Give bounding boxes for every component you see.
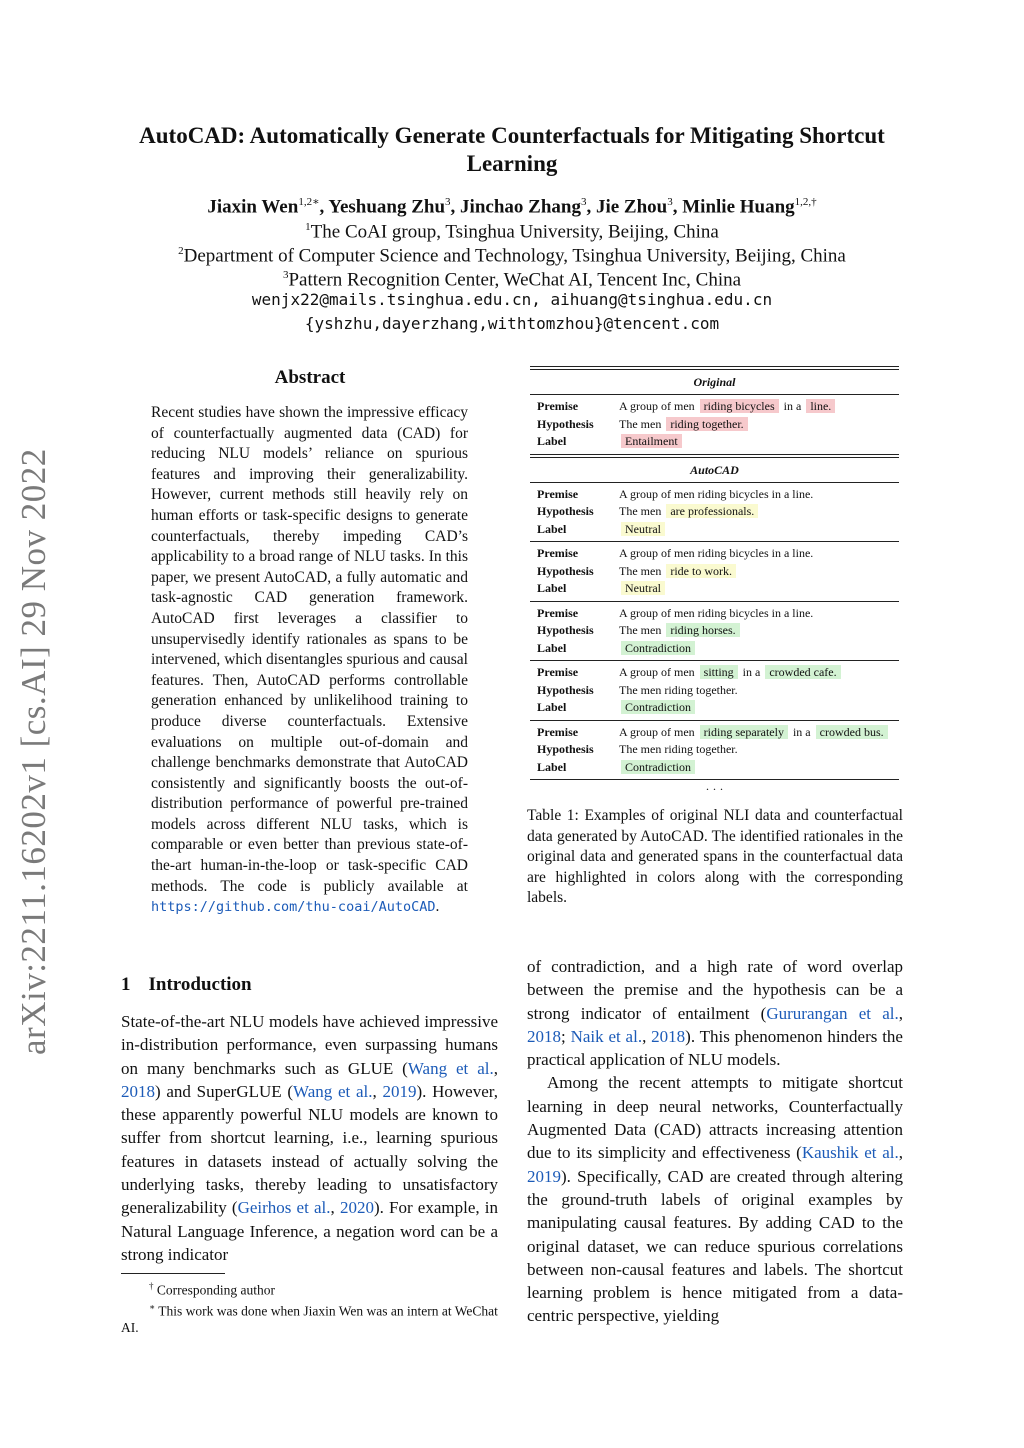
hypothesis-cell [619, 742, 899, 757]
author-name: Jiaxin Wen [207, 196, 299, 218]
row-label: Hypothesis [537, 682, 594, 697]
author-name: Jie Zhou [595, 196, 668, 218]
label-cell [619, 581, 899, 596]
example-group [530, 721, 899, 780]
highlighted-span: Contradiction [621, 641, 695, 655]
cell-text: The men [619, 623, 662, 638]
highlighted-span: riding together. [666, 417, 747, 431]
text-span: ) and SuperGLUE ( [155, 1081, 294, 1101]
author-name: Yeshuang Zhu [328, 196, 446, 218]
premise-cell [619, 665, 899, 680]
code-link[interactable]: https://github.com/thu-coai/AutoCAD [151, 899, 436, 916]
author-affiliation-mark: 1,2∗ [298, 196, 320, 208]
table-row [530, 398, 899, 416]
citation-link[interactable]: Kaushik et al. [801, 1143, 899, 1163]
table-ellipsis: · · · [705, 782, 724, 796]
citation-link[interactable]: 2019 [527, 1166, 561, 1186]
row-label: Hypothesis [537, 563, 594, 578]
cell-text: The men [619, 563, 662, 578]
cell-text: A group of men [619, 665, 695, 680]
highlighted-span: Entailment [621, 434, 682, 448]
footnote-2: ∗ This work was done when Jiaxin Wen was an intern at WeChat AI. [121, 1301, 498, 1335]
premise-cell [619, 546, 899, 561]
label-cell [619, 700, 899, 715]
highlighted-span: are professionals. [666, 504, 758, 518]
hypothesis-cell [619, 683, 899, 698]
cell-text: in a [783, 399, 802, 414]
row-label: Hypothesis [537, 416, 594, 431]
table-row [530, 741, 899, 759]
example-group [530, 602, 899, 661]
table-caption: Table 1: Examples of original NLI data and counterfactual data generated by AutoCAD. The identified rationales in the original data and generated spans in the counterfactual data are highlighted in colors along with the corresponding labels. [527, 807, 903, 907]
row-label: Hypothesis [537, 623, 594, 638]
examples-table [530, 366, 899, 803]
cell-text: A group of men riding bicycles in a line. [619, 486, 814, 501]
hypothesis-cell [619, 504, 899, 519]
paper-title: AutoCAD: Automatically Generate Counterfactuals for Mitigating Shortcut Learning [139, 123, 885, 176]
row-label: Premise [537, 665, 579, 680]
row-label: Hypothesis [537, 742, 594, 757]
citation-link[interactable]: 2018 [651, 1026, 686, 1046]
citation-link[interactable]: Gururangan et al. [766, 1003, 899, 1023]
hypothesis-cell [619, 623, 899, 638]
cell-text: The men [619, 416, 662, 431]
author-affiliation-mark: 3 [667, 196, 673, 208]
text-span: ). Specifically, CAD are created through altering the ground-truth labels of original examples by manipulating causal features. By adding CAD to the original dataset, we can reduce spurious correlations between non-causal features and labels. The shortcut learning problem is hence mitigated from a data-centric perspective, yielding [527, 1166, 903, 1326]
table-section-original: Original [693, 375, 736, 389]
citation-link[interactable]: Geirhos et al. [237, 1198, 331, 1218]
table-row [530, 759, 899, 777]
text-span: , [642, 1026, 652, 1046]
text-span: , [898, 1143, 903, 1163]
text-span: , [330, 1198, 340, 1218]
right-column-text [527, 955, 903, 1328]
text-span: State-of-the-art NLU models have achieved impressive in-distribution performance, even surpassing humans on many benchmarks such as GLUE ( [121, 1012, 498, 1078]
text-span: , [898, 1003, 903, 1023]
highlighted-span: Contradiction [621, 760, 695, 774]
example-group [530, 395, 899, 454]
cell-text: The men riding together. [619, 742, 738, 757]
author-list: Jiaxin Wen$^{1,2∗}$, Yeshuang Zhu$^3$, Jinchao Zhang$^3$, Jie Zhou$^3$, Minlie Huang$^{1,2,\dagger}$ [207, 196, 817, 218]
abstract-body: Recent studies have shown the impressive efficacy of counterfactually augmented data (CAD) for reducing NLU models’ reliance on spurious features and improving their generalizability. However, current methods still heavily rely on human efforts or task-specific designs to generate counterfactuals, thereby impeding CAD’s applicability to a broad range of NLU tasks. In this paper, we present AutoCAD, a fully automatic and task-agnostic CAD generation framework. AutoCAD first leverages a classifier to unsupervisedly identify rationales as spans to be intervened, which disentangles spurious and causal features. Then, AutoCAD performs controllable generation enhanced by unlikelihood training to produce diverse counterfactuals. Extensive evaluations on multiple out-of-domain and challenge benchmarks demonstrate that AutoCAD consistently and significantly boosts the out-of-distribution performance of powerful pre-trained models across different NLU tasks, which is comparable or even better than previous state-of-the-art human-in-the-loop or task-specific CAD methods. The code is publicly available at https://github.com/thu-coai/AutoCAD. [151, 404, 468, 916]
premise-cell [619, 725, 899, 740]
label-cell [619, 522, 899, 537]
email-line-2: {yshzhu,dayerzhang,withtomzhou}@tencent.com [304, 314, 720, 333]
row-label: Label [537, 759, 567, 774]
cell-text: A group of men riding bicycles in a line. [619, 605, 814, 620]
premise-cell [619, 606, 899, 621]
cell-text: A group of men [619, 724, 695, 739]
row-label: Label [537, 434, 567, 449]
highlighted-span: Neutral [621, 522, 665, 536]
table-row [530, 580, 899, 598]
text-span: ). For example, in Natural Language Inference, a negation word can be a strong indicator [121, 1198, 499, 1264]
example-group [530, 661, 899, 720]
citation-link[interactable]: Naik et al. [570, 1026, 643, 1046]
highlighted-span: sitting [700, 665, 738, 679]
highlighted-span: line. [806, 399, 835, 413]
author-name: Minlie Huang [682, 196, 795, 218]
footnotes [121, 1278, 498, 1336]
affiliation-1: $^1$The CoAI group, Tsinghua University, Beijing, China [305, 221, 719, 243]
paragraph [527, 955, 903, 1071]
cell-text: in a [742, 665, 761, 680]
text-span: of contradiction, and a high rate of word overlap between the premise and the hypothesis can be a strong indicator of entailment ( [527, 957, 903, 1023]
paragraph [527, 1071, 903, 1327]
highlighted-span: ride to work. [666, 564, 736, 578]
citation-link[interactable]: 2018 [527, 1026, 561, 1046]
highlighted-span: riding separately [700, 725, 788, 739]
affiliation-3: $^3$Pattern Recognition Center, WeChat AI, Tencent Inc, China [282, 269, 742, 291]
author-affiliation-mark: 3 [580, 196, 587, 208]
citation-link[interactable]: Wang et al. [293, 1081, 373, 1101]
intro-paragraph [121, 1010, 498, 1266]
citation-link[interactable]: 2019 [382, 1081, 417, 1101]
cell-text: A group of men [619, 399, 695, 414]
premise-cell [619, 487, 899, 502]
row-label: Premise [537, 399, 579, 414]
row-label: Premise [537, 486, 579, 501]
citation-link[interactable]: 2020 [339, 1198, 374, 1218]
footnote-rule [121, 1273, 225, 1274]
row-label: Label [537, 581, 567, 596]
footnote-1: † Corresponding author [149, 1281, 275, 1298]
table-row [530, 416, 899, 434]
highlighted-span: crowded cafe. [765, 665, 840, 679]
hypothesis-cell [619, 564, 899, 579]
example-group [530, 542, 899, 601]
text-span: ; [561, 1026, 571, 1046]
table-row [530, 521, 899, 539]
text-span: , [493, 1058, 498, 1078]
example-group [530, 483, 899, 542]
row-label: Label [537, 640, 567, 655]
label-cell [619, 760, 899, 775]
table-row [530, 640, 899, 658]
text-span: ). However, these apparently powerful NLU models are known to suffer from shortcut learning, i.e., learning spurious features in datasets instead of actually solving the underlying tasks, thereby leading to unsatisfactory generalizability ( [121, 1081, 498, 1218]
table-row [530, 605, 899, 623]
premise-cell [619, 399, 899, 414]
row-label: Label [537, 700, 567, 715]
text-span: , [372, 1081, 383, 1101]
row-label: Premise [537, 605, 579, 620]
cell-text: in a [792, 724, 811, 739]
table-row [530, 724, 899, 742]
author-affiliation-mark: 1,2,† [794, 196, 817, 208]
section-heading: 1 Introduction [121, 974, 252, 995]
author-name: Jinchao Zhang [460, 196, 581, 218]
table-row [530, 622, 899, 640]
author-affiliation-mark: 3 [445, 196, 451, 208]
arxiv-identifier: arXiv:2211.16202v1 [cs.AI] 29 Nov 2022 [14, 448, 53, 1055]
table-row [530, 563, 899, 581]
table-row [530, 433, 899, 451]
highlighted-span: crowded bus. [816, 725, 888, 739]
row-label: Hypothesis [537, 504, 594, 519]
row-label: Premise [537, 546, 579, 561]
table-row [530, 503, 899, 521]
table-section-autocad: AutoCAD [690, 462, 739, 477]
table-row [530, 664, 899, 682]
hypothesis-cell [619, 417, 899, 432]
table-row [530, 682, 899, 700]
label-cell [619, 641, 899, 656]
cell-text: The men riding together. [619, 682, 738, 697]
highlighted-span: Neutral [621, 581, 665, 595]
highlighted-span: riding horses. [666, 623, 739, 637]
text-span: Among the recent attempts to mitigate shortcut learning in deep neural networks, Counterfactually Augmented Data (CAD) attracts increasing attention due to its simplicity and effectiveness ( [527, 1073, 903, 1163]
label-cell [619, 434, 899, 449]
row-label: Label [537, 521, 567, 536]
citation-link[interactable]: Wang et al. [407, 1058, 494, 1078]
cell-text: A group of men riding bicycles in a line. [619, 546, 814, 561]
citation-link[interactable]: 2018 [121, 1081, 155, 1101]
abstract-heading: Abstract [274, 367, 346, 388]
email-line-1: wenjx22@mails.tsinghua.edu.cn, aihuang@tsinghua.edu.cn [251, 290, 773, 309]
cell-text: The men [619, 504, 662, 519]
highlighted-span: Contradiction [621, 700, 695, 714]
text-span: ). This phenomenon hinders the practical application of NLU models. [527, 1026, 903, 1070]
highlighted-span: riding bicycles [700, 399, 779, 413]
table-row [530, 486, 899, 504]
table-row [530, 545, 899, 563]
row-label: Premise [537, 724, 579, 739]
affiliation-2: $^2$Department of Computer Science and Technology, Tsinghua University, Beijing, China [178, 245, 846, 267]
table-row [530, 699, 899, 717]
